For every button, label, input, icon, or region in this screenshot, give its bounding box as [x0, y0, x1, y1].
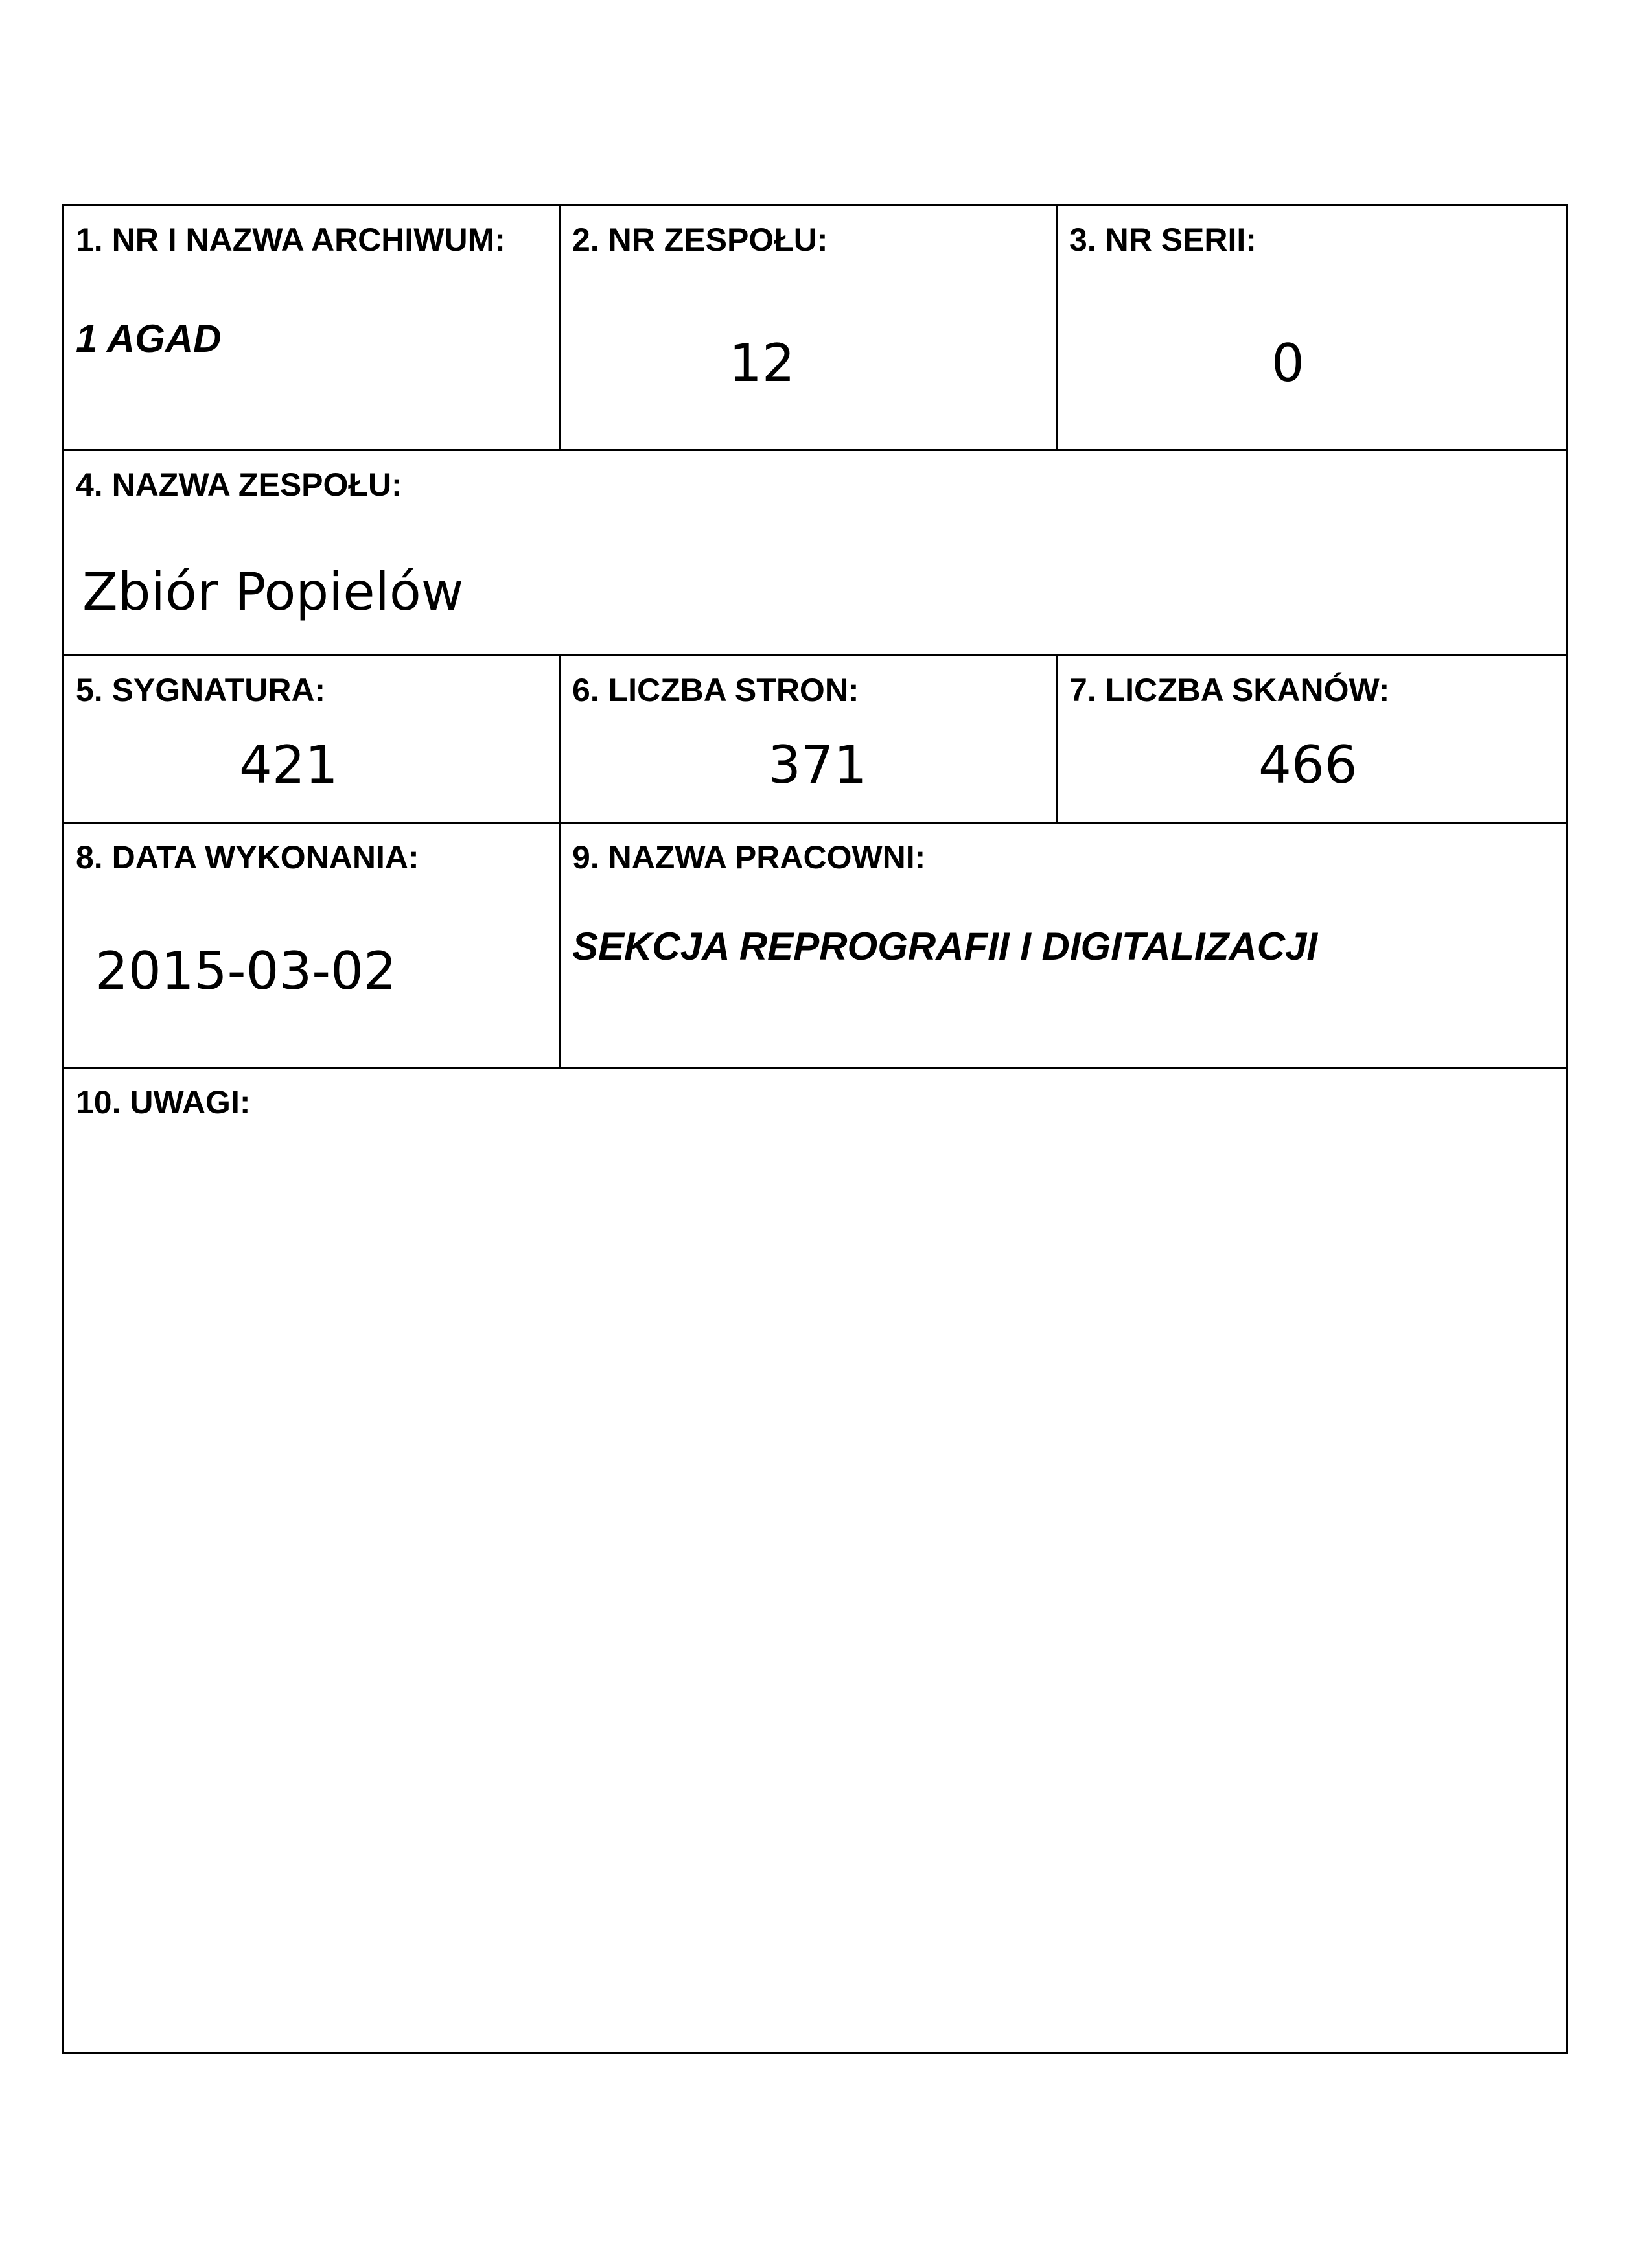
- page-count-value: 371: [768, 735, 867, 795]
- page-count-label: 6. LICZBA STRON:: [572, 672, 859, 708]
- scan-metadata-form: [62, 204, 1568, 2054]
- notes-label: 10. UWAGI:: [76, 1084, 251, 1120]
- signature-cell: [64, 656, 559, 822]
- fond-name-label: 4. NAZWA ZESPOŁU:: [76, 467, 402, 503]
- fond-number-value: 12: [729, 333, 795, 393]
- series-number-label: 3. NR SERII:: [1069, 222, 1257, 258]
- scan-count-value: 466: [1258, 735, 1358, 795]
- fond-name-cell: [64, 451, 1566, 654]
- signature-value: 421: [239, 735, 338, 795]
- date-label: 8. DATA WYKONANIA:: [76, 839, 419, 875]
- page-count-cell: [561, 656, 1056, 822]
- signature-label: 5. SYGNATURA:: [76, 672, 326, 708]
- notes-cell: [64, 1069, 1566, 2052]
- workshop-label: 9. NAZWA PRACOWNI:: [572, 839, 926, 875]
- workshop-value: SEKCJA REPROGRAFII I DIGITALIZACJI: [572, 925, 1318, 968]
- scan-count-label: 7. LICZBA SKANÓW:: [1069, 672, 1390, 708]
- date-value: 2015-03-02: [95, 941, 397, 1001]
- series-number-value: 0: [1271, 333, 1304, 393]
- fond-name-value: Zbiór Popielów: [82, 562, 464, 622]
- date-cell: [64, 824, 559, 1067]
- series-number-cell: [1058, 206, 1566, 449]
- workshop-cell: [561, 824, 1566, 1067]
- fond-number-cell: [561, 206, 1056, 449]
- fond-number-label: 2. NR ZESPOŁU:: [572, 222, 828, 258]
- archive-label: 1. NR I NAZWA ARCHIWUM:: [76, 222, 505, 258]
- archive-value: 1 AGAD: [76, 317, 222, 360]
- archive-cell: [64, 206, 559, 449]
- scan-count-cell: [1058, 656, 1566, 822]
